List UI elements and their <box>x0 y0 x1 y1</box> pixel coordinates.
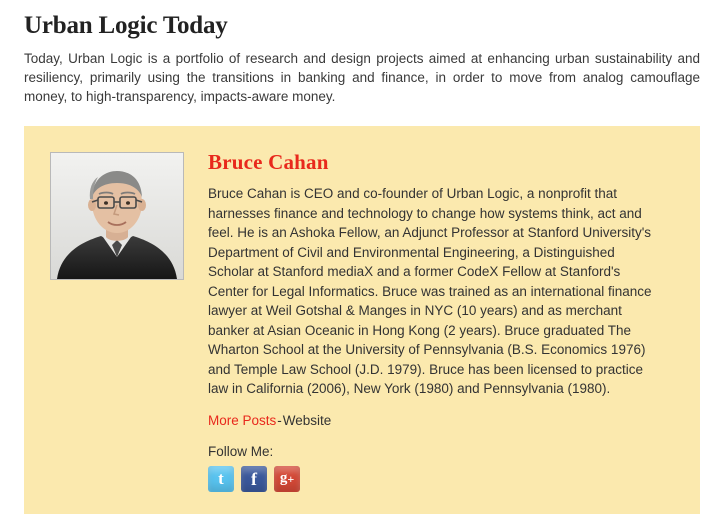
author-bio-box <box>24 126 700 514</box>
author-details <box>208 150 678 492</box>
social-links-row <box>208 466 678 492</box>
author-name: Bruce Cahan <box>208 150 329 174</box>
author-links <box>208 412 678 430</box>
more-posts-link[interactable]: More Posts <box>208 412 277 428</box>
avatar <box>50 152 184 280</box>
link-separator: - <box>277 412 282 428</box>
facebook-icon[interactable]: f <box>241 466 267 492</box>
page-title: Urban Logic Today <box>24 12 228 39</box>
avatar-portrait-image <box>51 153 183 279</box>
google-plus-icon[interactable]: g + <box>274 466 300 492</box>
follow-me-label: Follow Me: <box>208 443 274 459</box>
post-intro-paragraph: Today, Urban Logic is a portfolio of research and design projects aimed at enhancing urban sustainability and resiliency, primarily using the transitions in banking and finance, in order to move from analog camouflage money, to high-transparency, impacts-aware money. <box>24 51 700 104</box>
website-link[interactable]: Website <box>282 412 332 428</box>
avatar-container <box>50 150 184 280</box>
twitter-icon[interactable]: t <box>208 466 234 492</box>
author-bio-text: Bruce Cahan is CEO and co-founder of Urban Logic, a nonprofit that harnesses finance and technology to change how systems think, act and feel. He is an Ashoka Fellow, an Adjunct Professor at Stanford University's Department of Civil and Environmental Engineering, a Distinguished Scholar at Stanford mediaX and a former CodeX Fellow at Stanford's Center for Legal Informatics. Bruce was trained as an international finance lawyer at Weil Gotshal & Manges in NYC (10 years) and as merchant banker at Asian Oceanic in Hong Kong (2 years). Bruce graduated The Wharton School at the University of Pennsylvania (B.S. Economics 1976) and Temple Law School (J.D. 1979). Bruce has been licensed to practice law in California (2006), New York (1980) and Pennsylvania (1980). <box>208 186 652 396</box>
